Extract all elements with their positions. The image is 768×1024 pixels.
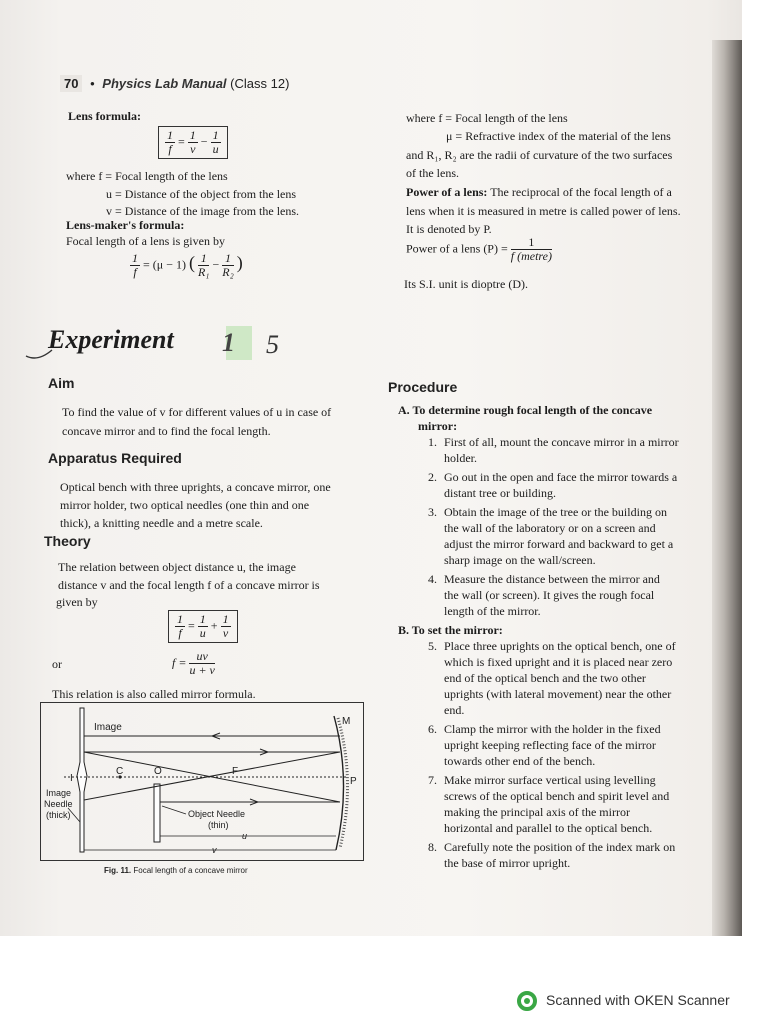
label-c: C	[116, 766, 124, 777]
step-line: length of the mirror.	[444, 604, 541, 618]
step-number: 7.	[428, 773, 437, 787]
page-edge-shadow	[712, 40, 742, 940]
lens-maker-equation: $\frac{1}{f}$ = (μ − 1) ( $\frac{1}{\text{R₁}}$ − $\frac{1}{\text{R₂}}$ )	[132, 251, 243, 279]
step-line: the wall of the laboratory or on a screen and	[444, 521, 656, 535]
bottom-margin	[0, 936, 768, 1024]
aim-heading: Aim	[48, 375, 75, 391]
step-line: Make mirror surface vertical using levelling	[444, 773, 656, 787]
experiment-number: 1	[222, 328, 235, 357]
where-v: v = Distance of the image from the lens.	[106, 204, 300, 218]
image-needle-thick	[77, 708, 87, 852]
label-v: v	[212, 845, 217, 855]
aim-line-2: concave mirror and to find the focal length.	[62, 424, 271, 438]
step-line: which is fixed upright and it is placed near zero	[444, 655, 673, 669]
step-line: the base of mirror upright.	[444, 856, 571, 870]
page-number: 70	[60, 75, 82, 92]
step-line: Clamp the mirror with the holder in the fixed	[444, 722, 661, 736]
label-object-needle-1: Object Needle	[188, 809, 246, 819]
step-number: 6.	[428, 722, 437, 736]
label-image-needle-3: (thick)	[46, 810, 71, 820]
theory-line-2: distance v and the focal length f of a concave mirror is	[58, 578, 320, 592]
step-line: upright keeping reflecting face of the mirror	[444, 738, 656, 752]
book-title: Physics Lab Manual	[102, 76, 227, 91]
label-p: P	[350, 776, 357, 787]
power-definition: Power of a lens: The reciprocal of the focal length of a	[406, 185, 672, 199]
theory-line-3: given by	[56, 595, 98, 609]
step-line: end of the optical bench and the two other	[444, 671, 646, 685]
procedure-step	[428, 721, 714, 769]
step-number: 2.	[428, 470, 437, 484]
apparatus-heading: Apparatus Required	[48, 450, 182, 466]
or-text: or	[52, 657, 62, 671]
procedure-step	[428, 434, 714, 466]
mirror-formula-box: $\frac{1}{f}$ = $\frac{1}{u}$ + $\frac{1}{v}$	[168, 610, 238, 643]
scanner-logo-icon	[516, 990, 538, 1012]
step-number: 3.	[428, 505, 437, 519]
lens-formula-heading: Lens formula:	[68, 109, 141, 123]
step-line: screws of the optical bench and spirit level and	[444, 789, 670, 803]
theory-heading: Theory	[44, 533, 91, 549]
book-class: (Class 12)	[230, 76, 290, 91]
step-number: 4.	[428, 572, 437, 586]
procedure-step	[428, 839, 714, 871]
apparatus-line-3: thick), a knitting needle and a metre scale.	[60, 516, 263, 530]
procedure-step	[428, 638, 714, 718]
step-line: making the principal axis of the mirror	[444, 805, 630, 819]
theory-line-1: The relation between object distance u, the image	[58, 560, 296, 574]
header-bullet: •	[90, 76, 95, 91]
step-line: First of all, mount the concave mirror in a mirror	[444, 435, 679, 449]
step-line: holder.	[444, 451, 477, 465]
label-image-needle-2: Needle	[44, 799, 73, 809]
object-needle-thin	[154, 784, 160, 842]
aim-line-1: To find the value of v for different values of u in case of	[62, 405, 332, 419]
step-line: adjust the mirror forward and backward to get a	[444, 537, 674, 551]
power-equation: Power of a lens (P) = $\frac{1}{\text{f (metre)}}$	[406, 235, 552, 263]
section-b-heading: B. To set the mirror:	[398, 623, 503, 637]
step-line: Place three uprights on the optical bench, one of	[444, 639, 676, 653]
object-needle-pointer	[162, 806, 186, 814]
page-header	[60, 76, 289, 91]
section-a-heading: A. To determine rough focal length of the concave	[398, 403, 653, 417]
label-i: I	[70, 773, 73, 784]
apparatus-line-2: mirror holder, two optical needles (one thin and one	[60, 498, 310, 512]
procedure-step	[428, 571, 714, 619]
step-line: distant tree or building.	[444, 486, 556, 500]
power-definition-2: lens when it is measured in metre is called power of lens.	[406, 204, 681, 218]
where-u: u = Distance of the object from the lens	[106, 187, 297, 201]
mirror-formula-note: This relation is also called mirror formula.	[52, 687, 256, 701]
alt-mirror-equation: f = $\frac{uv}{u + v}$	[172, 649, 215, 677]
step-line: the wall (or screen). It gives the rough focal	[444, 588, 655, 602]
label-image: Image	[94, 722, 122, 733]
optical-bench-figure	[40, 702, 365, 862]
background-margin	[742, 0, 768, 1024]
procedure-heading: Procedure	[388, 379, 458, 395]
step-line: uprights (with lateral movement) near the other	[444, 687, 672, 701]
power-denoted: It is denoted by P.	[406, 222, 492, 236]
step-line: towards other end of the bench.	[444, 754, 596, 768]
step-line: Obtain the image of the tree or the building on	[444, 505, 667, 519]
step-line: horizontal and parallel to the optical bench.	[444, 821, 653, 835]
step-line: Carefully note the position of the index mark on	[444, 840, 676, 854]
experiment-title: Experiment	[48, 325, 174, 354]
step-number: 8.	[428, 840, 437, 854]
where-f: where f = Focal length of the lens	[66, 169, 228, 183]
step-line: Go out in the open and face the mirror towards a	[444, 470, 678, 484]
step-line: sharp image on the wall/screen.	[444, 553, 596, 567]
right-radii: and R₁, R₂ are the radii of curvature of the two surfaces	[406, 148, 673, 162]
label-o: O	[154, 766, 162, 777]
right-where-f: where f = Focal length of the lens	[406, 111, 568, 125]
section-a-heading-2: mirror:	[418, 419, 458, 433]
label-u: u	[242, 831, 248, 841]
figure-caption: Fig. 11. Focal length of a concave mirror	[104, 866, 248, 875]
lens-maker-intro: Focal length of a lens is given by	[66, 234, 225, 248]
procedure-step	[428, 504, 714, 568]
handwritten-number: 5	[266, 330, 279, 359]
si-unit: Its S.I. unit is dioptre (D).	[404, 277, 528, 291]
procedure-step	[428, 772, 714, 836]
apparatus-line-1: Optical bench with three uprights, a concave mirror, one	[60, 480, 331, 494]
procedure-step	[428, 469, 714, 501]
step-line: Measure the distance between the mirror and	[444, 572, 660, 586]
label-m: M	[342, 716, 351, 727]
label-image-needle-1: Image	[46, 788, 72, 798]
label-f: F	[232, 766, 239, 777]
label-object-needle-2: (thin)	[208, 820, 229, 830]
right-of-lens: of the lens.	[406, 166, 459, 180]
scanner-watermark: Scanned with OKEN Scanner	[546, 992, 730, 1008]
step-number: 1.	[428, 435, 437, 449]
step-number: 5.	[428, 639, 437, 653]
lens-maker-heading: Lens-maker's formula:	[66, 218, 185, 232]
right-where-mu: μ = Refractive index of the material of the lens	[446, 129, 671, 143]
step-line: end.	[444, 703, 465, 717]
lens-formula-box: $\frac{1}{f}$ = $\frac{1}{v}$ − $\frac{1}{u}$	[158, 126, 228, 159]
